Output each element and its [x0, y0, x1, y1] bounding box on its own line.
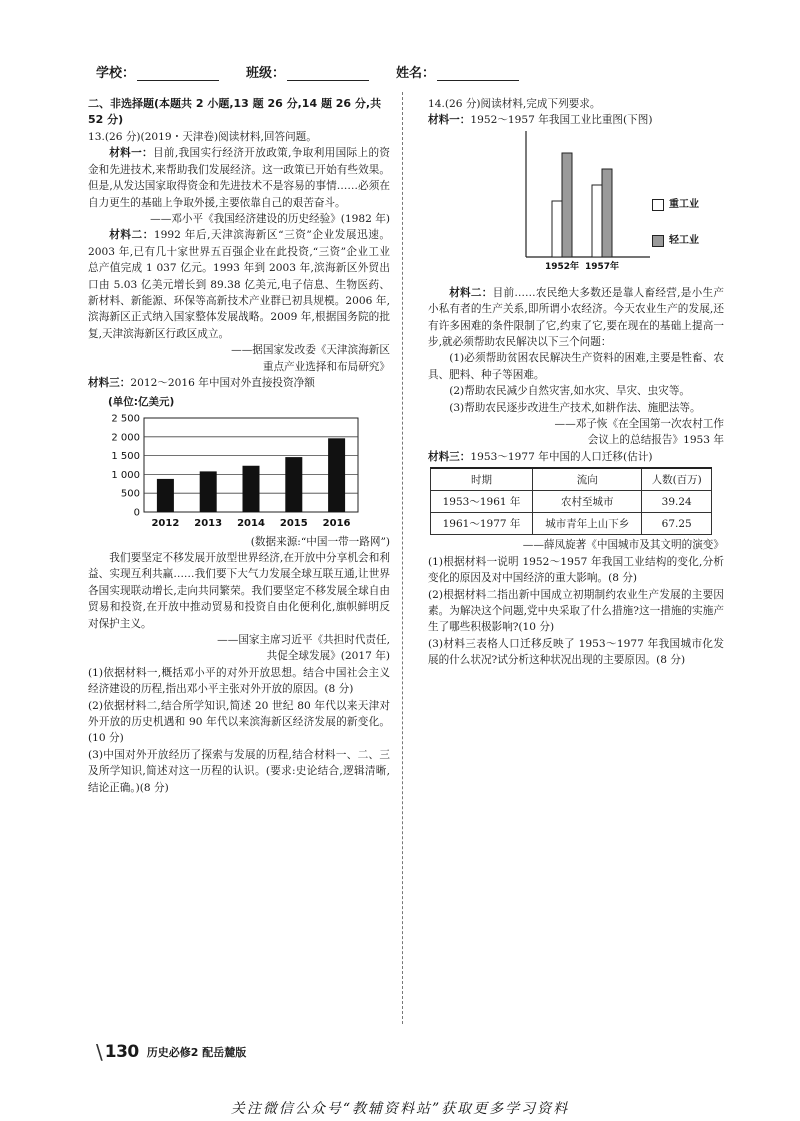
table-row	[431, 491, 712, 513]
name-label: 姓名：	[396, 66, 436, 81]
page-footer	[96, 1040, 246, 1064]
name-field	[396, 62, 519, 81]
y-tick-label: 500	[120, 488, 140, 500]
x-tick-label: 2012	[151, 517, 180, 529]
x-tick-label: 1957年	[584, 261, 620, 272]
table-cell: 1953～1961 年	[431, 491, 533, 513]
table-header-cell: 人数(百万)	[642, 468, 712, 491]
question-13-intro: 13.(26 分)(2019・天津卷)阅读材料,回答问题。	[88, 131, 317, 143]
section-title: 二、非选择题(本题共 2 小题,13 题 26 分,14 题 26 分,共 52 分)	[88, 97, 382, 126]
q13-m3-label: 材料三：	[88, 377, 131, 390]
q14-material-2	[428, 285, 724, 351]
q14-m2-label: 材料二：	[449, 286, 493, 299]
q14-m3-label: 材料三：	[428, 450, 471, 463]
table-source: ——薛凤旋著《中国城市及其文明的演变》	[522, 539, 724, 552]
watermark-text: 关注微信公众号“教辅资料站”获取更多学习资料	[230, 1101, 570, 1117]
q14-material-3	[428, 449, 724, 465]
q13-material-1	[88, 145, 390, 211]
q13-m3-quote: 我们要坚定不移发展开放型世界经济,在开放中分享机会和利益、实现互利共赢……我们要下大气力发展全球互联互通,让世界各国实现联动增长,走向共同繁荣。我们要坚定不移发展全球自由贸易和投资,在开放中推动贸易和投资自由化便利化,旗帜鲜明反对保护主义。	[88, 551, 390, 630]
table-header-cell: 时期	[431, 468, 533, 491]
y-tick-label: 1 500	[111, 450, 140, 462]
chart-source: (数据来源:“中国一带一路网”)	[250, 535, 390, 548]
table-header-cell: 流向	[533, 468, 642, 491]
school-field	[96, 62, 219, 81]
q14-question-3: (3)材料三表格人口迁移反映了 1953～1977 年我国城市化发展的什么状况?试分析这种状况出现的主要原因。(8 分)	[428, 637, 724, 667]
investment-bar-chart	[102, 394, 364, 534]
bar	[285, 457, 302, 512]
student-info-header	[96, 62, 656, 86]
y-tick-label: 0	[133, 507, 140, 518]
x-tick-label: 2014	[237, 517, 265, 529]
right-column	[428, 96, 724, 669]
y-tick-label: 1 000	[111, 469, 140, 481]
q13-material-2	[88, 227, 390, 342]
bar	[328, 438, 345, 512]
q13-m3-source-line1: ——国家主席习近平《共担时代责任,	[217, 633, 390, 646]
q13-m2-text: 1992 年后,天津滨海新区“三资”企业发展迅速。2003 年,已有几十家世界五百强企业在此投资,“三资”企业工业总产值完成 1 037 亿元。1993 年到 2003 年,滨海新区外贸出口由 5.03 亿美元增长到 89.38 亿美元,电子信息、生物医药、新材料、新能源、环保等高新技术产业群已初具规模。2006 年,滨海新区正式纳入国家整体发展战略。2009 年,根据国务院的批复,天津滨海新区行政区成立。	[88, 229, 391, 340]
legend-label-light: 轻工业	[669, 234, 699, 246]
q13-question-1: (1)依据材料一,概括邓小平的对外开放思想。结合中国社会主义经济建设的历程,指出邓小平主张对外开放的原因。(8 分)	[88, 666, 390, 696]
q14-m2-point-1: (1)必须帮助贫困农民解决生产资料的困难,主要是牲畜、农具、肥料、种子等困难。	[428, 352, 724, 381]
q14-m2-source-line1: ——邓子恢《在全国第一次农村工作	[554, 418, 724, 431]
q13-m2-source-line1: ——据国家发改委《天津滨海新区	[231, 344, 390, 357]
q14-m2-point-2: (2)帮助农民减少自然灾害,如水灾、旱灾、虫灾等。	[449, 385, 691, 398]
class-label: 班级：	[246, 66, 286, 81]
q13-question-3: (3)中国对外开放经历了探索与发展的历程,结合材料一、二、三及所学知识,简述对这一历程的认识。(要求:史论结合,逻辑清晰,结论正确。)(8 分)	[88, 748, 390, 794]
bar	[562, 153, 572, 257]
q13-m2-source-line2: 重点产业选择和布局研究》	[262, 360, 390, 373]
legend-item-heavy	[652, 197, 699, 213]
y-tick-label: 2 500	[111, 413, 140, 424]
bar	[592, 185, 602, 257]
school-label: 学校：	[96, 66, 136, 81]
migration-table-header	[431, 468, 712, 491]
q13-question-2: (2)依据材料二,结合所学知识,简述 20 世纪 80 年代以来天津对外开放的历史机遇和 90 年代以来滨海新区经济发展的新变化。(10 分)	[88, 699, 390, 745]
x-tick-label: 2015	[279, 517, 308, 529]
x-tick-label: 1952年	[544, 261, 580, 272]
table-cell: 农村至城市	[533, 491, 642, 513]
left-column	[88, 96, 390, 796]
q14-material-1	[428, 112, 724, 128]
q14-m3-text: 1953～1977 年中国的人口迁移(估计)	[470, 450, 653, 463]
q14-question-2: (2)根据材料二指出新中国成立初期制约农业生产发展的主要因素。为解决这个问题,党中央采取了什么措施?这一措施的实施产生了哪些积极影响?(10 分)	[428, 588, 724, 634]
q14-m2-point-3: (3)帮助农民逐步改进生产技术,如耕作法、施肥法等。	[449, 401, 701, 414]
industry-ratio-chart	[482, 129, 742, 281]
table-cell: 1961～1977 年	[431, 513, 533, 535]
industry-chart-legend	[652, 197, 699, 269]
q13-m2-label: 材料二：	[109, 229, 154, 242]
legend-swatch-heavy	[652, 199, 664, 211]
q13-m1-label: 材料一：	[109, 147, 153, 160]
column-divider	[402, 92, 403, 1024]
q14-m1-text: 1952～1957 年我国工业比重图(下图)	[470, 114, 653, 127]
bar	[157, 478, 174, 511]
question-14-intro: 14.(26 分)阅读材料,完成下列要求。	[428, 98, 601, 110]
chart-unit-label: (单位:亿美元)	[108, 395, 175, 408]
q13-m1-source: ——邓小平《我国经济建设的历史经验》(1982 年)	[150, 213, 390, 226]
name-blank[interactable]	[437, 66, 519, 81]
q13-m3-source-line2: 共促全球发展》(2017 年)	[266, 650, 390, 663]
bar	[200, 471, 217, 512]
table-cell: 39.24	[642, 491, 712, 513]
q13-m3-text: 2012～2016 年中国对外直接投资净额	[130, 377, 315, 390]
table-row	[431, 513, 712, 535]
legend-item-light	[652, 233, 699, 249]
q14-m2-text: 目前……农民绝大多数还是靠人畜经营,是小生产小私有者的生产关系,即所谓小农经济。今天农业生产的发展,还有许多困难的条件限制了它,约束了它,要在现在的基础上提高一步,就必须帮助农民解决以下三个问题：	[428, 286, 725, 349]
q13-material-3	[88, 375, 390, 391]
legend-label-heavy: 重工业	[669, 198, 699, 210]
class-field	[246, 62, 369, 81]
table-cell: 城市青年上山下乡	[533, 513, 642, 535]
q14-m1-label: 材料一：	[428, 114, 471, 127]
table-cell: 67.25	[642, 513, 712, 535]
investment-chart-svg	[102, 412, 364, 532]
page-number: 130	[104, 1042, 139, 1062]
bar	[243, 465, 260, 511]
x-tick-label: 2013	[194, 517, 223, 529]
x-tick-label: 2016	[322, 517, 351, 529]
book-title: 历史必修2 配岳麓版	[146, 1046, 247, 1059]
y-tick-label: 2 000	[111, 431, 140, 443]
bar	[602, 169, 612, 257]
footer-slash-mark: \	[96, 1040, 103, 1064]
school-blank[interactable]	[137, 66, 219, 81]
q14-m2-source-line2: 会议上的总结报告》1953 年	[587, 434, 724, 447]
legend-swatch-light	[652, 235, 664, 247]
q13-m1-text: 目前,我国实行经济开放政策,争取利用国际上的资金和先进技术,来帮助我们发展经济。这一政策已开始有些效果。但是,从发达国家取得资金和先进技术不是容易的事情……必须在自力更生的基础上争取外援,主要依靠自己的艰苦奋斗。	[88, 147, 390, 209]
class-blank[interactable]	[287, 66, 369, 81]
industry-chart-svg	[482, 129, 652, 281]
q14-question-1: (1)根据材料一说明 1952～1957 年我国工业结构的变化,分析变化的原因及对中国经济的重大影响。(8 分)	[428, 555, 724, 585]
migration-table	[430, 467, 712, 535]
bar	[552, 201, 562, 257]
